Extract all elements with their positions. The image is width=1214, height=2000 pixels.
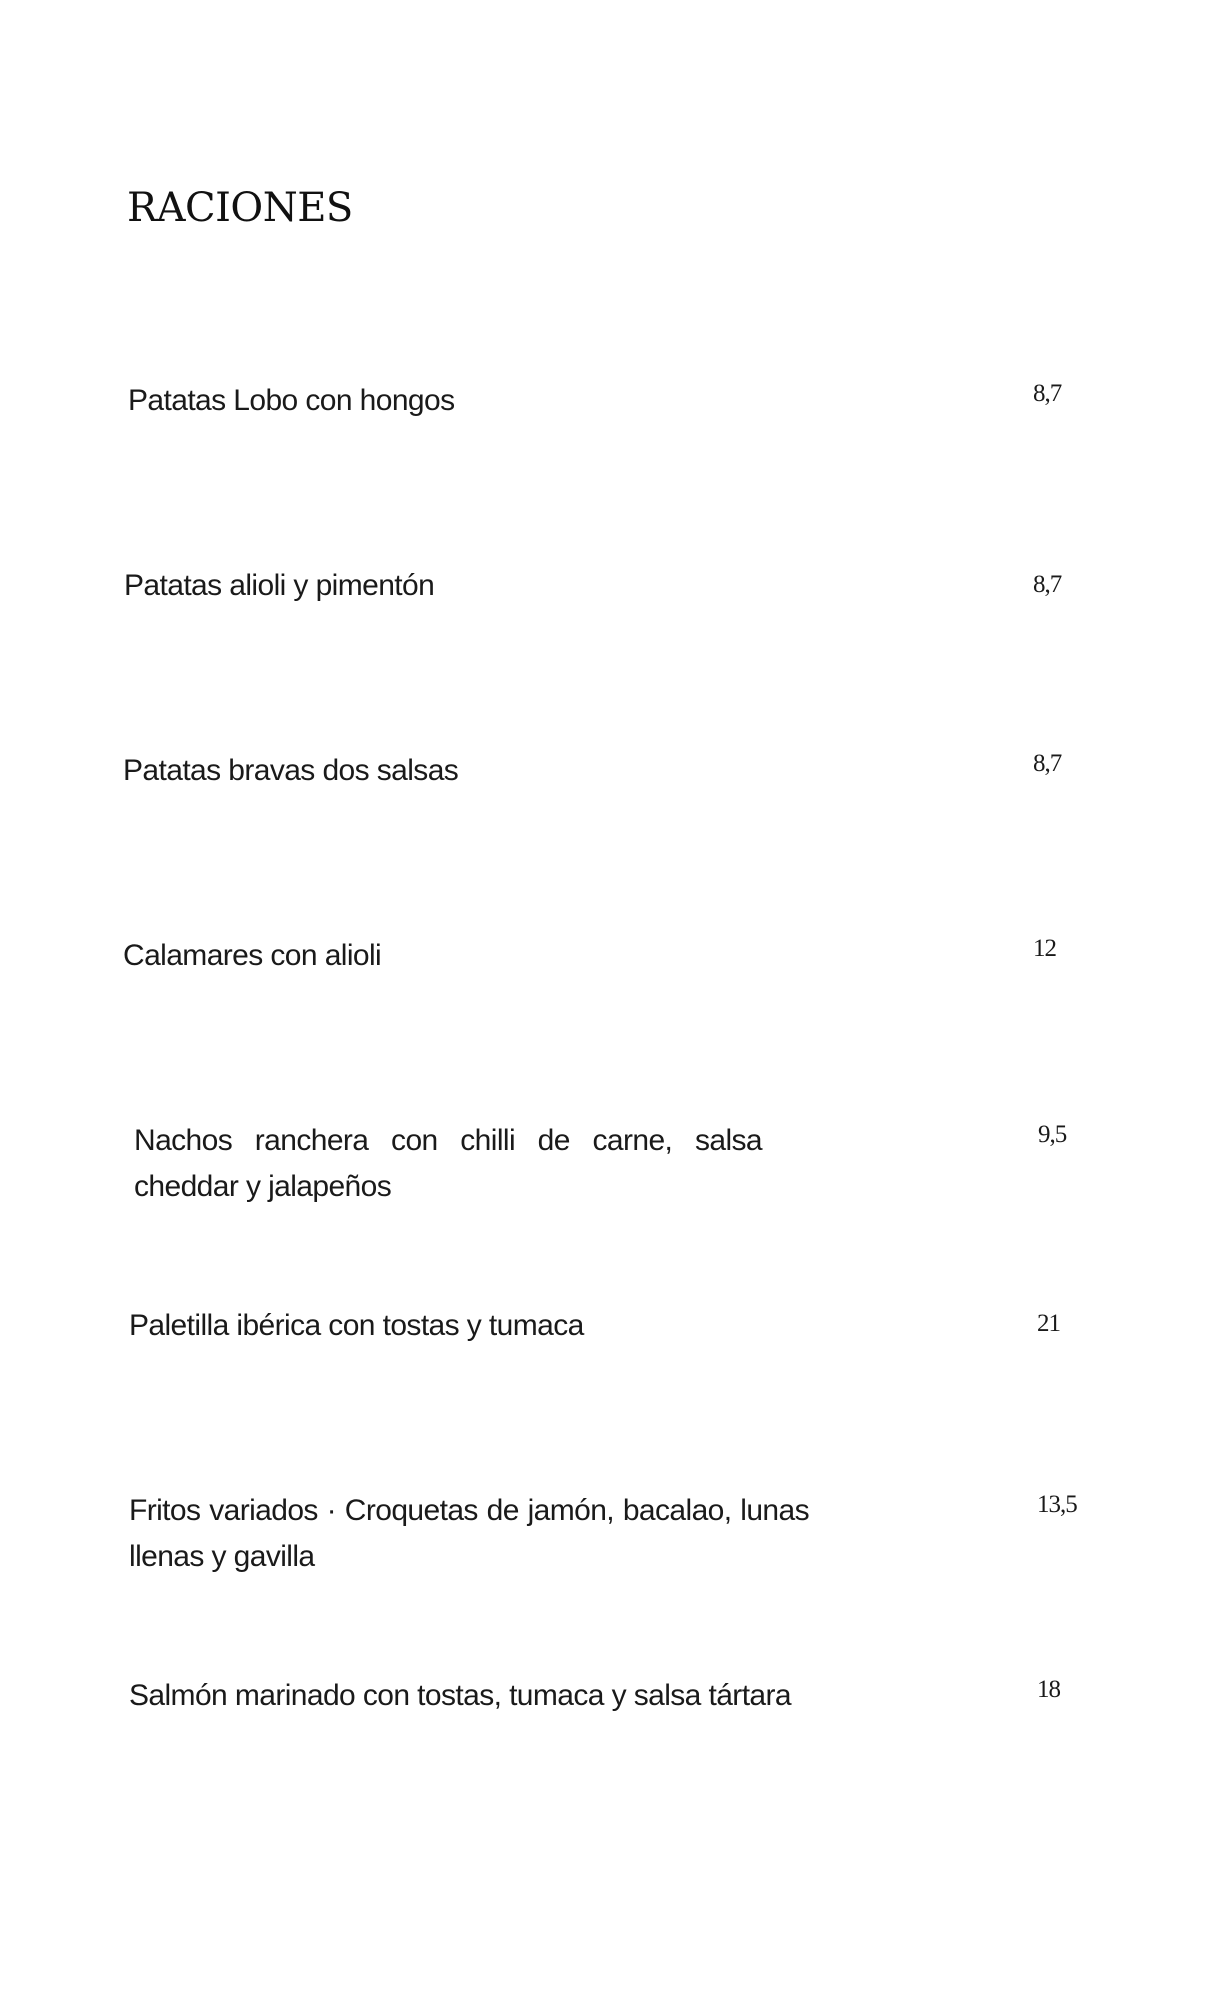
menu-item-price: 12 bbox=[1033, 935, 1056, 962]
menu-item-price: 9,5 bbox=[1038, 1121, 1067, 1148]
menu-item-name: Calamares con alioli bbox=[123, 939, 382, 972]
menu-item-price: 8,7 bbox=[1033, 380, 1062, 407]
menu-item-name: Patatas bravas dos salsas bbox=[123, 754, 459, 787]
menu-item-name: Patatas Lobo con hongos bbox=[128, 384, 455, 417]
menu-item-name: Nachos ranchera con chilli de carne, salsa cheddar y jalapeños bbox=[134, 1124, 762, 1203]
menu-item-price: 21 bbox=[1037, 1310, 1060, 1337]
menu-item-name: Patatas alioli y pimentón bbox=[124, 569, 435, 602]
menu-item-price: 8,7 bbox=[1033, 571, 1062, 598]
menu-item-price: 13,5 bbox=[1037, 1491, 1077, 1518]
menu-item-name: Salmón marinado con tostas, tumaca y salsa tártara bbox=[129, 1679, 791, 1712]
menu-item-price: 8,7 bbox=[1033, 750, 1062, 777]
menu-item-name: Paletilla ibérica con tostas y tumaca bbox=[129, 1309, 584, 1342]
section-title: RACIONES bbox=[127, 185, 353, 231]
menu-item-name: Fritos variados · Croquetas de jamón, bacalao, lunas llenas y gavilla bbox=[129, 1494, 809, 1573]
menu-item-price: 18 bbox=[1037, 1676, 1060, 1703]
